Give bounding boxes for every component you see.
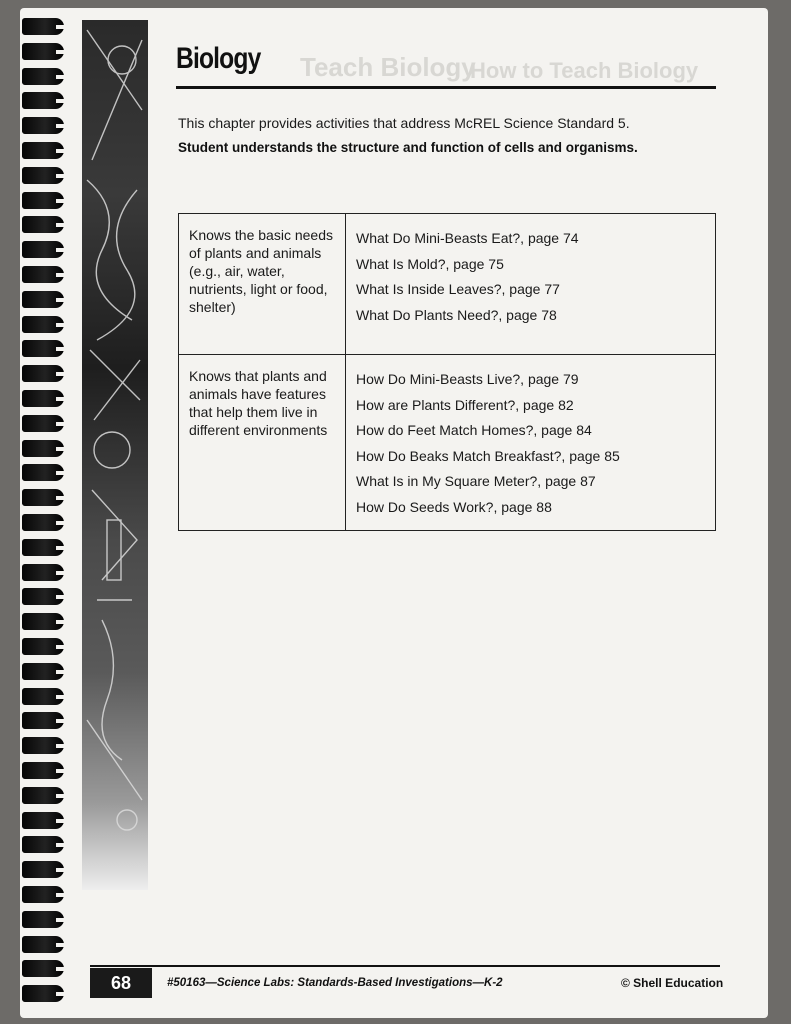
binding-coil — [22, 390, 64, 407]
binding-coil — [22, 489, 64, 506]
binding-coil — [22, 588, 64, 605]
binding-coil — [22, 266, 64, 283]
science-collage-graphic — [82, 20, 148, 890]
footer-publisher: © Shell Education — [621, 976, 724, 990]
binding-coil — [22, 712, 64, 729]
binding-coil — [22, 861, 64, 878]
binding-coil — [22, 787, 64, 804]
bleed-through-heading: How to Teach Biology — [470, 58, 699, 83]
binding-coil — [22, 440, 64, 457]
binding-coil — [22, 514, 64, 531]
table-row — [179, 355, 716, 531]
benchmark-cell: Knows the basic needs of plants and animals (e.g., air, water, nutrients, light or food, shelter) — [179, 214, 346, 355]
activity-item: What Do Plants Need?, page 78 — [356, 306, 557, 323]
binding-coil — [22, 216, 64, 233]
footer-rule — [90, 965, 720, 967]
standard-statement: Student understands the structure and function of cells and organisms. — [178, 140, 638, 155]
footer-book-title: #50163—Science Labs: Standards-Based Investigations—K-2 — [167, 977, 503, 989]
binding-coil — [22, 613, 64, 630]
spiral-binding — [22, 10, 70, 1010]
decorative-side-art — [82, 20, 148, 890]
binding-coil — [22, 241, 64, 258]
binding-coil — [22, 737, 64, 754]
binding-coil — [22, 43, 64, 60]
binding-coil — [22, 663, 64, 680]
activity-item: What Is Mold?, page 75 — [356, 255, 504, 272]
binding-coil — [22, 316, 64, 333]
binding-coil — [22, 68, 64, 85]
page-number: 68 — [90, 968, 152, 998]
binding-coil — [22, 167, 64, 184]
activity-item: How Do Mini-Beasts Live?, page 79 — [356, 371, 579, 387]
standards-table — [178, 213, 716, 531]
binding-coil — [22, 92, 64, 109]
binding-coil — [22, 564, 64, 581]
binding-coil — [22, 291, 64, 308]
activity-item: What Is in My Square Meter?, page 87 — [356, 473, 596, 489]
activity-item: How Do Seeds Work?, page 88 — [356, 498, 552, 515]
binding-coil — [22, 911, 64, 928]
binding-coil — [22, 638, 64, 655]
binding-coil — [22, 960, 64, 977]
binding-coil — [22, 365, 64, 382]
benchmark-cell: Knows that plants and animals have features that help them live in different environments — [179, 355, 346, 531]
activity-item: What Do Mini-Beasts Eat?, page 74 — [356, 230, 579, 246]
binding-coil — [22, 117, 64, 134]
activity-item: How Do Beaks Match Breakfast?, page 85 — [356, 447, 620, 464]
activity-item: What Is Inside Leaves?, page 77 — [356, 281, 560, 297]
binding-coil — [22, 985, 64, 1002]
binding-coil — [22, 836, 64, 853]
binding-coil — [22, 688, 64, 705]
binding-coil — [22, 464, 64, 481]
title-underline — [176, 86, 716, 89]
binding-coil — [22, 812, 64, 829]
binding-coil — [22, 936, 64, 953]
binding-coil — [22, 762, 64, 779]
binding-coil — [22, 539, 64, 556]
activity-item: How are Plants Different?, page 82 — [356, 396, 574, 413]
binding-coil — [22, 142, 64, 159]
table-row — [179, 214, 716, 355]
bleed-through-text: Teach Biology — [300, 52, 476, 82]
binding-coil — [22, 415, 64, 432]
intro-text: This chapter provides activities that address McREL Science Standard 5. — [178, 115, 630, 131]
activity-item: How do Feet Match Homes?, page 84 — [356, 422, 592, 438]
binding-coil — [22, 18, 64, 35]
binding-coil — [22, 886, 64, 903]
binding-coil — [22, 192, 64, 209]
page-title: Biology — [176, 42, 261, 75]
activities-cell — [346, 214, 716, 355]
activities-cell — [346, 355, 716, 531]
binding-coil — [22, 340, 64, 357]
